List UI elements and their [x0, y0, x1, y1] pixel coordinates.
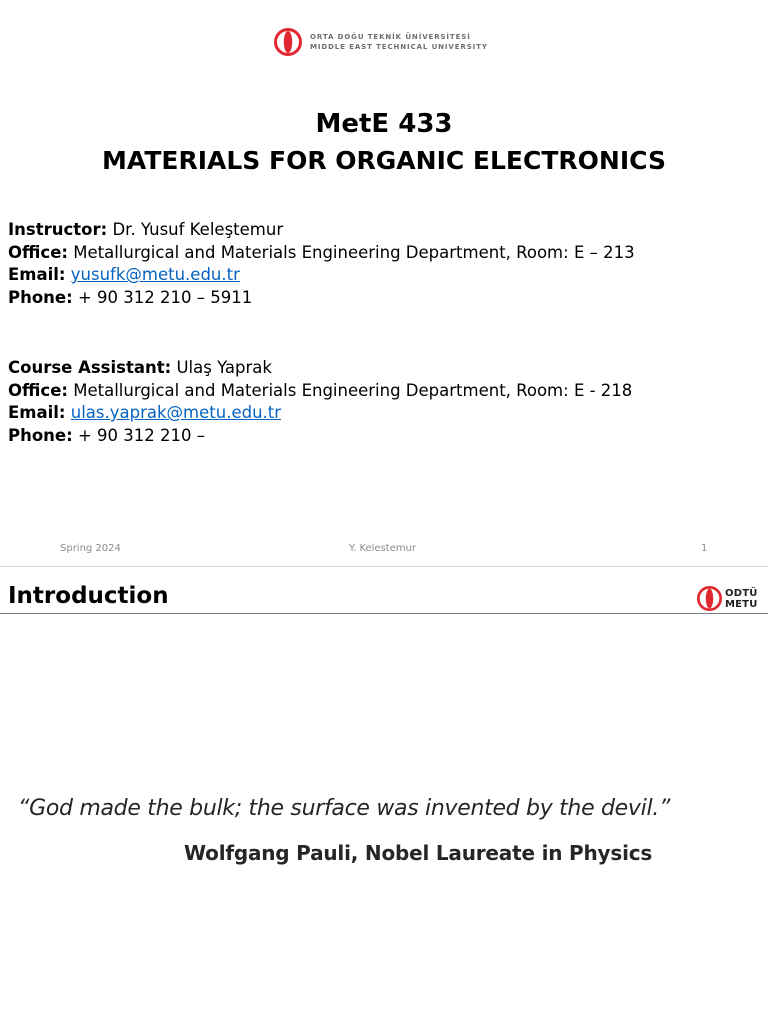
- metu-logo: [697, 586, 758, 611]
- instructor-label: Instructor:: [8, 220, 108, 239]
- assistant-phone: + 90 312 210 –: [77, 425, 206, 445]
- metu-emblem-icon: [274, 28, 302, 56]
- assistant-label: Course Assistant:: [8, 358, 172, 377]
- assistant-info: [8, 357, 632, 447]
- assistant-office: Metallurgical and Materials Engineering Department, Room: E - 218: [73, 380, 633, 400]
- assistant-name: Ulaş Yaprak: [176, 358, 272, 377]
- assistant-row: [8, 357, 632, 380]
- instructor-phone: + 90 312 210 – 5911: [77, 287, 253, 307]
- slide-title: Introduction: [8, 583, 169, 609]
- instructor-name: Dr. Yusuf Keleştemur: [112, 220, 284, 239]
- metu-logo-line2: METU: [725, 598, 758, 610]
- email-label: Email:: [8, 265, 66, 284]
- assistant-phone-row: [8, 425, 632, 448]
- university-name-english: MIDDLE EAST TECHNICAL UNIVERSITY: [310, 43, 488, 51]
- metu-logo-line1: ODTÜ: [725, 587, 758, 599]
- slide-divider: [0, 566, 768, 567]
- introduction-slide: [0, 566, 768, 1024]
- instructor-email-row: [8, 264, 635, 287]
- title-underline: [0, 613, 768, 614]
- assistant-email-link[interactable]: ulas.yaprak@metu.edu.tr: [70, 403, 282, 422]
- office-label: Office:: [8, 380, 68, 400]
- assistant-email-row: [8, 402, 632, 425]
- instructor-row: [8, 219, 635, 242]
- instructor-info: [8, 219, 635, 309]
- footer-term: Spring 2024: [60, 543, 121, 554]
- instructor-email-link[interactable]: yusufk@metu.edu.tr: [70, 265, 240, 284]
- course-code: MetE 433: [315, 109, 453, 139]
- footer-author: Y. Kelestemur: [349, 543, 417, 554]
- instructor-office-row: [8, 242, 635, 265]
- email-label: Email:: [8, 403, 66, 422]
- university-logo: [274, 28, 488, 56]
- office-label: Office:: [8, 242, 68, 262]
- phone-label: Phone:: [8, 287, 73, 307]
- metu-emblem-icon: [697, 586, 722, 611]
- university-name-turkish: ORTA DOĞU TEKNİK ÜNİVERSİTESİ: [310, 33, 471, 41]
- quote-text: “God made the bulk; the surface was invented by the devil.”: [18, 796, 671, 821]
- instructor-phone-row: [8, 287, 635, 310]
- quote-attribution: Wolfgang Pauli, Nobel Laureate in Physics: [184, 841, 653, 865]
- instructor-office: Metallurgical and Materials Engineering Department, Room: E – 213: [73, 242, 635, 262]
- footer-page-number: 1: [701, 543, 708, 554]
- course-title: MATERIALS FOR ORGANIC ELECTRONICS: [102, 146, 666, 175]
- phone-label: Phone:: [8, 425, 73, 445]
- assistant-office-row: [8, 380, 632, 403]
